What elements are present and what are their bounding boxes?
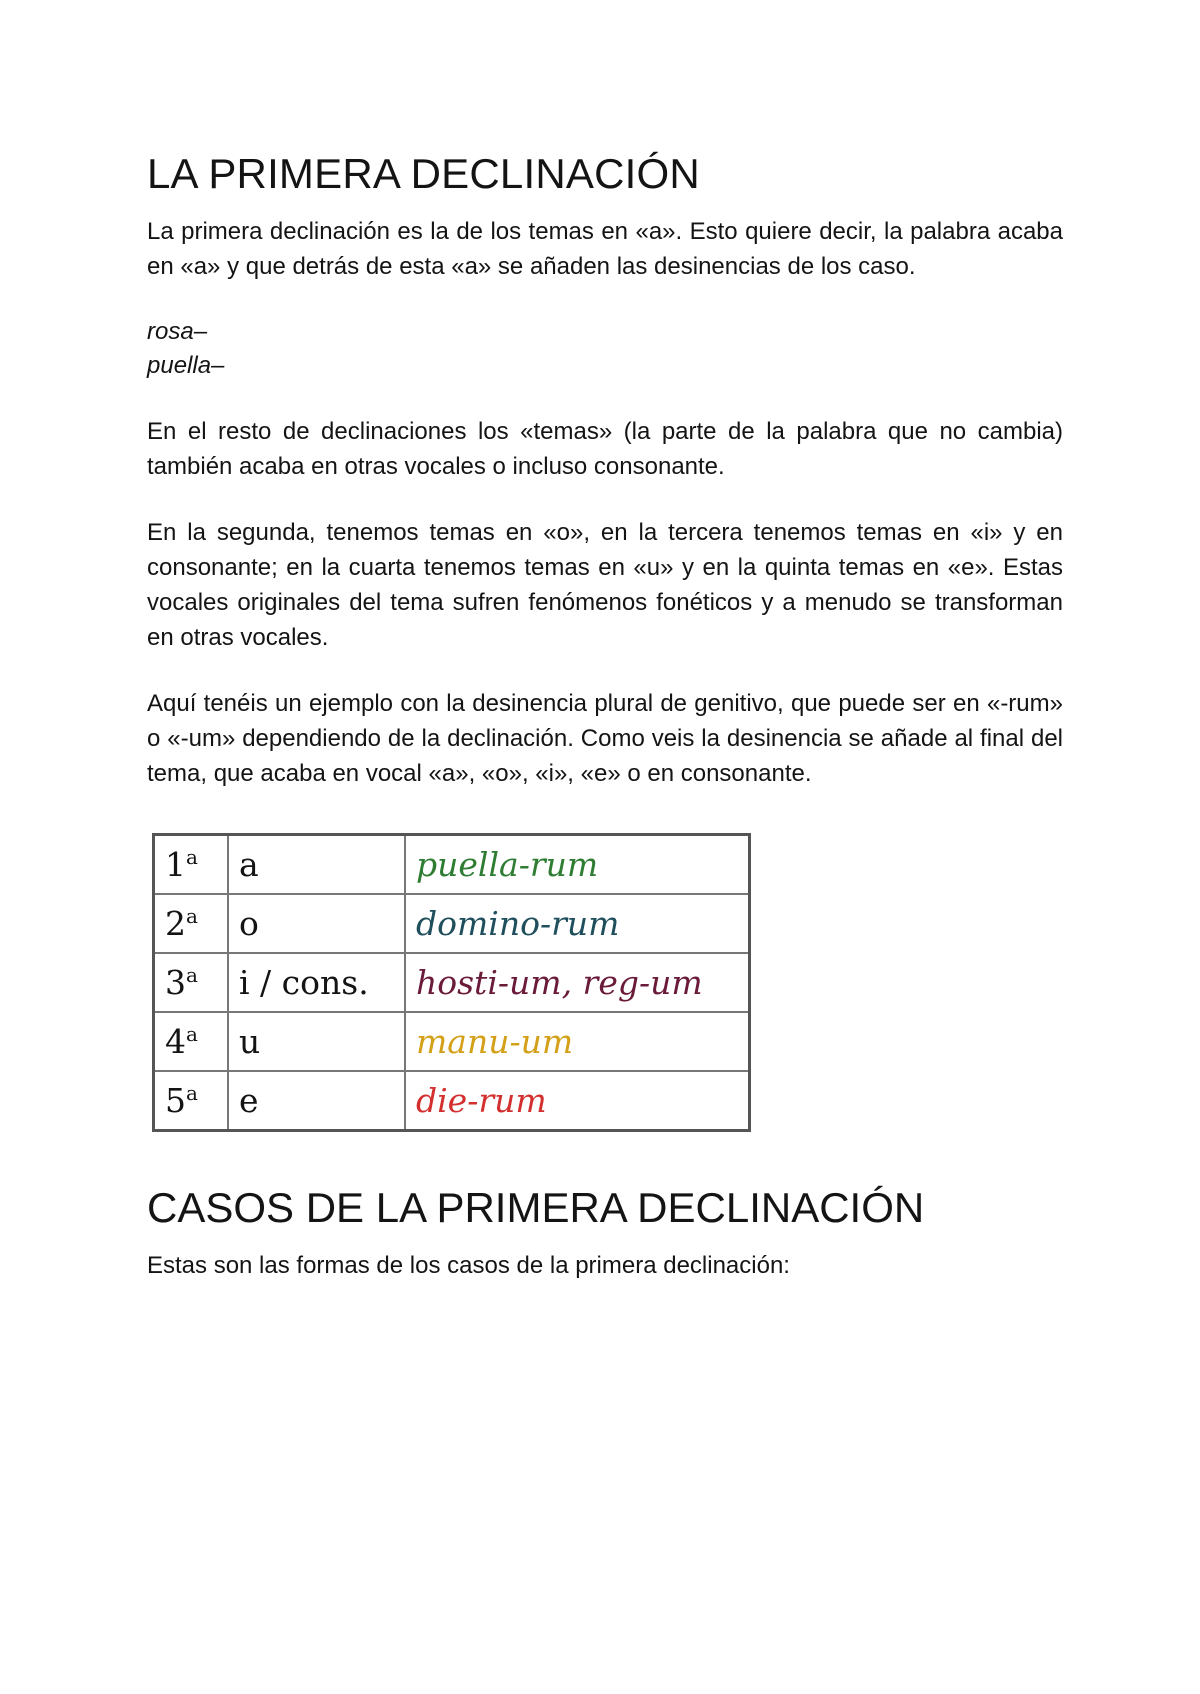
declension-number: 4$^a$	[154, 1012, 229, 1071]
cases-intro-paragraph: Estas son las formas de los casos de la primera declinación:	[147, 1252, 790, 1279]
table-row	[154, 953, 750, 1012]
declension-number: 5$^a$	[154, 1071, 229, 1131]
stem-examples	[147, 315, 1063, 383]
intro-paragraph: La primera declinación es la de los temas en «a». Esto quiere decir, la palabra acaba en «a» y que detrás de esta «a» se añaden las desinencias de los caso.	[147, 218, 1063, 280]
stem-example: rosa–	[147, 318, 208, 345]
stem-vowel: u	[228, 1012, 405, 1071]
document-page	[147, 148, 1063, 1283]
genitive-form: die-rum	[405, 1071, 750, 1131]
genitive-form: domino-rum	[405, 894, 750, 953]
section-heading: CASOS DE LA PRIMERA DECLINACIÓN	[147, 1184, 925, 1231]
other-declensions-paragraph: En el resto de declinaciones los «temas» (la parte de la palabra que no cambia) también acaba en otras vocales o incluso consonante.	[147, 418, 1063, 480]
genitive-form: manu-um	[405, 1012, 750, 1071]
stem-vowels-paragraph: En la segunda, tenemos temas en «o», en la tercera tenemos temas en «i» y en consonante; en la cuarta tenemos temas en «u» y en la quinta temas en «e». Estas vocales originales del tema sufren fenómenos fonéticos y a menudo se transforman en otras vocales.	[147, 519, 1063, 651]
stem-example: puella–	[147, 352, 225, 379]
table-row	[154, 894, 750, 953]
stem-vowel: o	[228, 894, 405, 953]
page-title: LA PRIMERA DECLINACIÓN	[147, 150, 700, 197]
table-row	[154, 835, 750, 895]
declension-number: 2$^a$	[154, 894, 229, 953]
genitive-example-paragraph: Aquí tenéis un ejemplo con la desinencia plural de genitivo, que puede ser en «-rum» o «-um» dependiendo de la declinación. Como veis la desinencia se añade al final del tema, que acaba en vocal «a», «o», «i», «e» o en consonante.	[147, 690, 1063, 787]
genitive-form: puella-rum	[405, 835, 750, 895]
genitive-form: hosti-um, reg-um	[405, 953, 750, 1012]
table-row	[154, 1012, 750, 1071]
stem-vowel: e	[228, 1071, 405, 1131]
stem-vowel: a	[228, 835, 405, 895]
declension-number: 1$^a$	[154, 835, 229, 895]
declension-number: 3$^a$	[154, 953, 229, 1012]
genitive-plural-table	[152, 833, 751, 1132]
stem-vowel: i / cons.	[228, 953, 405, 1012]
table-row	[154, 1071, 750, 1131]
